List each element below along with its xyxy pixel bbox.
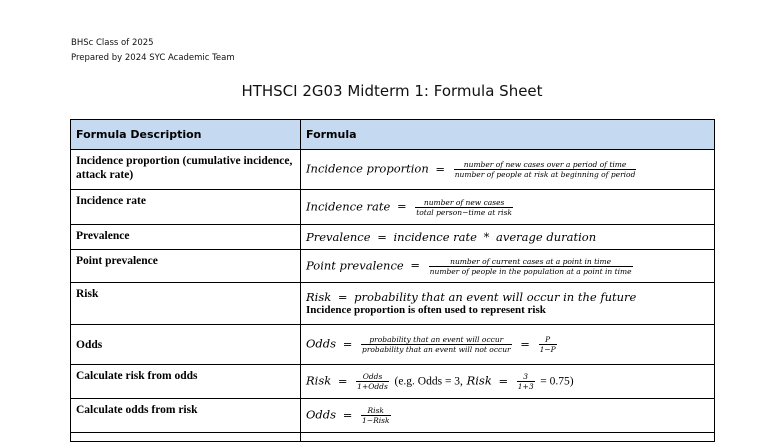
fraction-numerator: Odds: [356, 372, 389, 382]
row-description: [71, 433, 301, 442]
fraction-denominator: number of people in the population at a point in time: [429, 266, 632, 276]
formula-lhs: Risk: [306, 290, 332, 304]
fraction: [454, 160, 637, 179]
row-formula: Prevalence = incidence rate * average duration: [301, 225, 715, 250]
row-description: Risk: [71, 283, 301, 325]
formula-term: probability that an event will occur in the future: [354, 290, 637, 304]
fraction-numerator: number of new cases: [415, 198, 513, 208]
fraction-denominator: 1+Odds: [357, 382, 388, 391]
fraction: [361, 406, 391, 425]
column-header-formula: Formula: [301, 120, 715, 150]
fraction-numerator: P: [539, 335, 557, 345]
row-formula: Risk = $\frac{\text{Odds}}{\text{1+Odds}}$ (e.g. Odds = 3, Risk = $\frac{3}{1+3}$ = 0.75): [301, 365, 715, 399]
table-row: [71, 283, 715, 325]
formula-lhs: Risk: [306, 373, 332, 388]
row-formula: [301, 433, 715, 442]
table-row: [71, 365, 715, 399]
fraction-denominator: number of people at risk at beginning of period: [454, 170, 636, 179]
table-row: [71, 225, 715, 250]
fraction-numerator: number of new cases over a period of time: [454, 160, 637, 170]
header-class: BHSc Class of 2025: [71, 38, 154, 48]
fraction: [415, 198, 513, 217]
formula-lhs: Prevalence: [306, 230, 371, 244]
row-description: Point prevalence: [71, 250, 301, 283]
fraction: [517, 372, 535, 391]
row-formula: Odds = $\frac{\text{probability that an event will occur}}{\text{probability that an event will not occur}}$ = $\frac{P}{1-P}$: [301, 325, 715, 365]
fraction-denominator: total person−time at risk: [416, 207, 512, 217]
table-row-cutoff: [71, 433, 715, 442]
table-row: [71, 250, 715, 283]
fraction-denominator: 1−Risk: [362, 416, 390, 425]
formula-lhs: Incidence rate: [306, 199, 391, 213]
fraction-numerator: probability that an event will occur: [361, 335, 512, 345]
fraction: [539, 335, 557, 354]
formula-lhs: Odds: [306, 336, 337, 351]
example-lhs: Risk: [466, 373, 492, 388]
row-formula: Incidence rate = $\frac{\text{number of new cases}}{\text{total person−time at risk}}$: [301, 190, 715, 225]
formula-term: average duration: [496, 230, 597, 244]
fraction-numerator: 3: [517, 372, 535, 382]
fraction-denominator: 1−P: [539, 345, 556, 354]
formula-lhs: Odds: [306, 407, 337, 422]
row-formula: Point prevalence = $\frac{\text{number of current cases at a point in time}}{\text{number of people in the population at a point in time}}$: [301, 250, 715, 283]
row-description: Incidence proportion (cumulative incidence, attack rate): [71, 150, 301, 190]
fraction-denominator: 1+3: [517, 382, 534, 391]
fraction-numerator: Risk: [361, 406, 391, 416]
fraction-numerator: number of current cases at a point in time: [429, 257, 633, 267]
fraction: [429, 257, 633, 276]
row-description: Odds: [71, 325, 301, 365]
table-header-row: [71, 120, 715, 150]
multiply-operator: *: [483, 230, 490, 244]
table-row: [71, 190, 715, 225]
formula-lhs: Point prevalence: [306, 258, 404, 272]
table-row: [71, 325, 715, 365]
fraction-denominator: probability that an event will not occur: [362, 345, 511, 354]
header-prepared-by: Prepared by 2024 SYC Academic Team: [71, 53, 235, 63]
row-description: Calculate odds from risk: [71, 399, 301, 433]
column-header-description: Formula Description: [71, 120, 301, 150]
formula-note: Incidence proportion is often used to represent risk: [306, 304, 546, 316]
row-description: Calculate risk from odds: [71, 365, 301, 399]
row-description: Incidence rate: [71, 190, 301, 225]
formula-term: incidence rate: [393, 230, 477, 244]
example-text: (e.g. Odds = 3,: [394, 375, 463, 388]
row-formula: Odds = $\frac{\text{Risk}}{\text{1−Risk}}$: [301, 399, 715, 433]
row-formula: Incidence proportion = $\frac{\text{number of new cases over a period of time}}{\text{number of people at risk at beginning of period}}$: [301, 150, 715, 190]
formula-table: [70, 119, 715, 442]
table-row: [71, 399, 715, 433]
page-title: HTHSCI 2G03 Midterm 1: Formula Sheet: [241, 82, 543, 100]
formula-lhs: Incidence proportion: [306, 161, 429, 176]
row-description: Prevalence: [71, 225, 301, 250]
table-row: [71, 150, 715, 190]
fraction: [356, 372, 389, 391]
row-formula: Risk = probability that an event will occur in the future Incidence proportion is often used to represent risk: [301, 283, 715, 325]
example-result: = 0.75): [540, 375, 574, 388]
fraction: [361, 335, 512, 354]
